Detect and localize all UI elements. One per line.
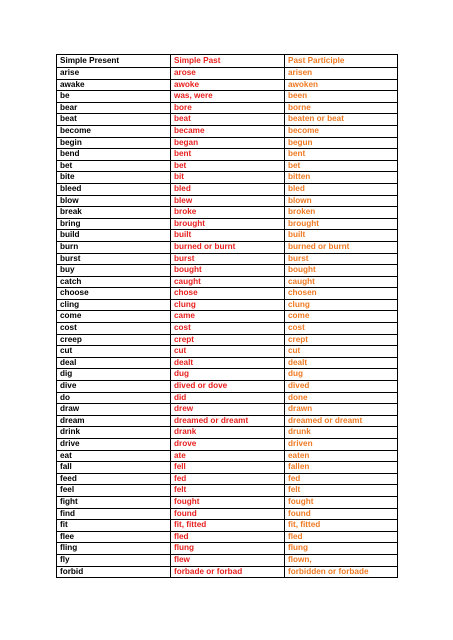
- cell-simple-present: bleed: [57, 183, 171, 195]
- cell-simple-present: bring: [57, 218, 171, 230]
- cell-simple-past: brought: [171, 218, 285, 230]
- header-past-participle: Past Participle: [285, 55, 398, 68]
- cell-past-participle: felt: [285, 485, 398, 497]
- table-row: [57, 172, 398, 184]
- cell-simple-present: dig: [57, 369, 171, 381]
- table-row: [57, 276, 398, 288]
- cell-simple-present: arise: [57, 68, 171, 80]
- cell-past-participle: awoken: [285, 79, 398, 91]
- cell-simple-past: bought: [171, 265, 285, 277]
- cell-past-participle: bought: [285, 265, 398, 277]
- cell-past-participle: bet: [285, 160, 398, 172]
- table-row: [57, 137, 398, 149]
- table-row: [57, 149, 398, 161]
- cell-simple-past: dived or dove: [171, 381, 285, 393]
- table-row: [57, 439, 398, 451]
- cell-simple-past: became: [171, 125, 285, 137]
- cell-simple-present: do: [57, 392, 171, 404]
- cell-past-participle: beaten or beat: [285, 114, 398, 126]
- cell-past-participle: burst: [285, 253, 398, 265]
- table-row: [57, 299, 398, 311]
- header-simple-past: Simple Past: [171, 55, 285, 68]
- cell-simple-past: caught: [171, 276, 285, 288]
- cell-simple-present: drive: [57, 439, 171, 451]
- cell-simple-past: fell: [171, 462, 285, 474]
- cell-past-participle: cut: [285, 346, 398, 358]
- cell-past-participle: borne: [285, 102, 398, 114]
- table-row: [57, 415, 398, 427]
- cell-simple-past: fed: [171, 473, 285, 485]
- cell-past-participle: broken: [285, 207, 398, 219]
- table-row: [57, 68, 398, 80]
- cell-simple-past: burst: [171, 253, 285, 265]
- cell-simple-past: dug: [171, 369, 285, 381]
- cell-simple-present: come: [57, 311, 171, 323]
- table-row: [57, 160, 398, 172]
- cell-simple-present: catch: [57, 276, 171, 288]
- cell-simple-present: cling: [57, 299, 171, 311]
- table-row: [57, 218, 398, 230]
- table-row: [57, 554, 398, 566]
- cell-simple-past: burned or burnt: [171, 241, 285, 253]
- cell-simple-past: bet: [171, 160, 285, 172]
- table-row: [57, 543, 398, 555]
- cell-past-participle: fed: [285, 473, 398, 485]
- cell-past-participle: caught: [285, 276, 398, 288]
- cell-past-participle: bitten: [285, 172, 398, 184]
- cell-simple-present: fit: [57, 520, 171, 532]
- table-row: [57, 496, 398, 508]
- cell-simple-past: drove: [171, 439, 285, 451]
- cell-past-participle: driven: [285, 439, 398, 451]
- header-simple-present: Simple Present: [57, 55, 171, 68]
- cell-past-participle: bled: [285, 183, 398, 195]
- table-row: [57, 114, 398, 126]
- table-row: [57, 230, 398, 242]
- cell-past-participle: eaten: [285, 450, 398, 462]
- cell-past-participle: built: [285, 230, 398, 242]
- table-row: [57, 357, 398, 369]
- cell-simple-present: blow: [57, 195, 171, 207]
- table-row: [57, 508, 398, 520]
- cell-simple-past: fled: [171, 531, 285, 543]
- table-header: [57, 55, 398, 68]
- cell-simple-present: burst: [57, 253, 171, 265]
- cell-simple-past: drew: [171, 404, 285, 416]
- table-row: [57, 346, 398, 358]
- cell-simple-present: break: [57, 207, 171, 219]
- cell-simple-present: flee: [57, 531, 171, 543]
- table-row: [57, 473, 398, 485]
- table-row: [57, 404, 398, 416]
- cell-simple-past: bit: [171, 172, 285, 184]
- cell-simple-past: bled: [171, 183, 285, 195]
- cell-past-participle: forbidden or forbade: [285, 566, 398, 578]
- cell-past-participle: begun: [285, 137, 398, 149]
- cell-simple-past: beat: [171, 114, 285, 126]
- table-row: [57, 183, 398, 195]
- cell-simple-past: chose: [171, 288, 285, 300]
- cell-simple-past: built: [171, 230, 285, 242]
- cell-simple-past: did: [171, 392, 285, 404]
- table-row: [57, 311, 398, 323]
- cell-simple-present: fight: [57, 496, 171, 508]
- cell-simple-present: cut: [57, 346, 171, 358]
- cell-past-participle: dug: [285, 369, 398, 381]
- cell-simple-present: bite: [57, 172, 171, 184]
- cell-simple-present: draw: [57, 404, 171, 416]
- cell-simple-present: find: [57, 508, 171, 520]
- cell-simple-past: ate: [171, 450, 285, 462]
- cell-simple-past: blew: [171, 195, 285, 207]
- cell-simple-present: build: [57, 230, 171, 242]
- cell-simple-present: bend: [57, 149, 171, 161]
- cell-simple-past: cut: [171, 346, 285, 358]
- table-row: [57, 369, 398, 381]
- cell-past-participle: fled: [285, 531, 398, 543]
- table-row: [57, 520, 398, 532]
- cell-simple-past: fought: [171, 496, 285, 508]
- cell-simple-present: become: [57, 125, 171, 137]
- table-row: [57, 288, 398, 300]
- cell-simple-present: choose: [57, 288, 171, 300]
- cell-past-participle: arisen: [285, 68, 398, 80]
- table-row: [57, 450, 398, 462]
- cell-simple-past: found: [171, 508, 285, 520]
- cell-simple-past: bore: [171, 102, 285, 114]
- cell-simple-present: dream: [57, 415, 171, 427]
- cell-past-participle: burned or burnt: [285, 241, 398, 253]
- cell-simple-present: awake: [57, 79, 171, 91]
- cell-past-participle: brought: [285, 218, 398, 230]
- table-row: [57, 381, 398, 393]
- table-row: [57, 195, 398, 207]
- cell-simple-past: awoke: [171, 79, 285, 91]
- table-body: [57, 68, 398, 578]
- cell-simple-past: flew: [171, 554, 285, 566]
- cell-past-participle: found: [285, 508, 398, 520]
- cell-simple-past: bent: [171, 149, 285, 161]
- cell-past-participle: drunk: [285, 427, 398, 439]
- table-row: [57, 323, 398, 335]
- cell-simple-past: dreamed or dreamt: [171, 415, 285, 427]
- cell-past-participle: blown: [285, 195, 398, 207]
- cell-simple-present: be: [57, 91, 171, 103]
- cell-past-participle: dealt: [285, 357, 398, 369]
- cell-simple-present: bet: [57, 160, 171, 172]
- cell-past-participle: flung: [285, 543, 398, 555]
- cell-simple-present: burn: [57, 241, 171, 253]
- cell-simple-past: crept: [171, 334, 285, 346]
- table-row: [57, 566, 398, 578]
- table-row: [57, 125, 398, 137]
- cell-simple-present: dive: [57, 381, 171, 393]
- cell-past-participle: clung: [285, 299, 398, 311]
- cell-simple-present: fling: [57, 543, 171, 555]
- cell-simple-past: broke: [171, 207, 285, 219]
- cell-past-participle: fallen: [285, 462, 398, 474]
- table-row: [57, 531, 398, 543]
- table-row: [57, 485, 398, 497]
- table-row: [57, 91, 398, 103]
- table-row: [57, 207, 398, 219]
- table-row: [57, 253, 398, 265]
- cell-past-participle: bent: [285, 149, 398, 161]
- cell-simple-past: dealt: [171, 357, 285, 369]
- cell-past-participle: been: [285, 91, 398, 103]
- cell-simple-past: felt: [171, 485, 285, 497]
- cell-past-participle: fought: [285, 496, 398, 508]
- cell-past-participle: fit, fitted: [285, 520, 398, 532]
- cell-simple-past: arose: [171, 68, 285, 80]
- cell-simple-past: began: [171, 137, 285, 149]
- cell-simple-past: forbade or forbad: [171, 566, 285, 578]
- cell-simple-present: buy: [57, 265, 171, 277]
- cell-simple-present: cost: [57, 323, 171, 335]
- cell-simple-present: drink: [57, 427, 171, 439]
- cell-simple-present: fall: [57, 462, 171, 474]
- table-row: [57, 427, 398, 439]
- cell-past-participle: become: [285, 125, 398, 137]
- cell-past-participle: drawn: [285, 404, 398, 416]
- cell-past-participle: crept: [285, 334, 398, 346]
- irregular-verbs-table: [56, 54, 398, 578]
- cell-simple-present: fly: [57, 554, 171, 566]
- cell-simple-past: drank: [171, 427, 285, 439]
- cell-simple-past: clung: [171, 299, 285, 311]
- cell-past-participle: dived: [285, 381, 398, 393]
- table-row: [57, 392, 398, 404]
- cell-past-participle: chosen: [285, 288, 398, 300]
- cell-simple-present: creep: [57, 334, 171, 346]
- table-row: [57, 79, 398, 91]
- table-row: [57, 334, 398, 346]
- header-row: [57, 55, 398, 68]
- cell-simple-past: came: [171, 311, 285, 323]
- cell-simple-past: cost: [171, 323, 285, 335]
- cell-simple-present: eat: [57, 450, 171, 462]
- cell-simple-present: bear: [57, 102, 171, 114]
- cell-simple-past: flung: [171, 543, 285, 555]
- cell-past-participle: dreamed or dreamt: [285, 415, 398, 427]
- cell-past-participle: done: [285, 392, 398, 404]
- table-row: [57, 102, 398, 114]
- table-row: [57, 265, 398, 277]
- cell-simple-past: was, were: [171, 91, 285, 103]
- cell-simple-present: deal: [57, 357, 171, 369]
- cell-simple-present: begin: [57, 137, 171, 149]
- cell-simple-present: feed: [57, 473, 171, 485]
- cell-simple-past: fit, fitted: [171, 520, 285, 532]
- cell-past-participle: come: [285, 311, 398, 323]
- cell-simple-present: forbid: [57, 566, 171, 578]
- table-row: [57, 241, 398, 253]
- table-row: [57, 462, 398, 474]
- cell-past-participle: flown,: [285, 554, 398, 566]
- cell-simple-present: feel: [57, 485, 171, 497]
- cell-simple-present: beat: [57, 114, 171, 126]
- cell-past-participle: cost: [285, 323, 398, 335]
